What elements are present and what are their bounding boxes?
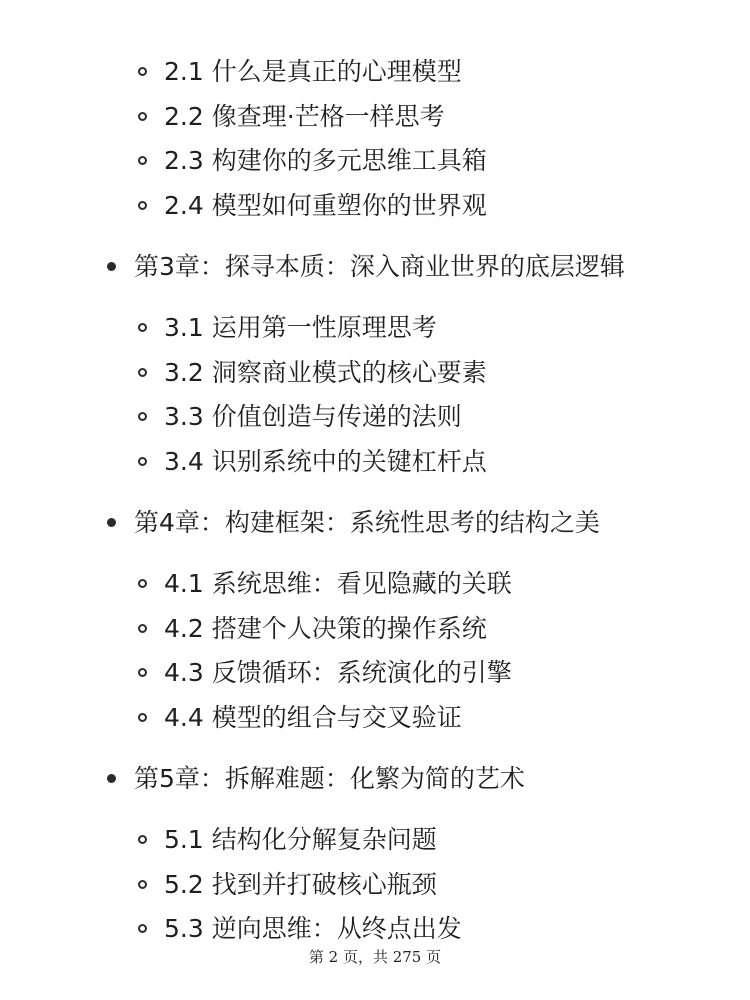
sub-list-chapter-2 [108, 50, 728, 228]
filled-bullet-icon [107, 262, 116, 271]
chapter-title: 第5章：拆解难题：化繁为简的艺术 [134, 764, 525, 793]
table-of-contents [108, 50, 728, 952]
toc-item-label: 3.3 价值创造与传递的法则 [164, 402, 462, 431]
chapter-heading-5 [108, 757, 728, 801]
hollow-bullet-icon [138, 457, 147, 466]
toc-item [164, 395, 728, 440]
hollow-bullet-icon [138, 67, 147, 76]
hollow-bullet-icon [138, 156, 147, 165]
toc-item [164, 651, 728, 696]
hollow-bullet-icon [138, 112, 147, 121]
toc-item-label: 4.1 系统思维：看见隐藏的关联 [164, 569, 512, 598]
page-number-footer: 第 2 页，共 275 页 [308, 948, 442, 966]
toc-item-label: 5.3 逆向思维：从终点出发 [164, 914, 462, 943]
toc-item [164, 440, 728, 485]
toc-item [164, 50, 728, 95]
toc-item-label: 4.2 搭建个人决策的操作系统 [164, 613, 487, 643]
toc-item [164, 818, 728, 863]
toc-item [164, 351, 728, 396]
filled-bullet-icon [107, 518, 116, 527]
sub-list-chapter-5 [108, 818, 728, 952]
hollow-bullet-icon [138, 624, 147, 633]
toc-item-label: 4.3 反馈循环：系统演化的引擎 [164, 658, 512, 687]
toc-item [164, 306, 728, 351]
toc-item [164, 696, 728, 741]
toc-item-label: 2.4 模型如何重塑你的世界观 [164, 190, 487, 220]
toc-item [164, 184, 728, 229]
toc-item-label: 3.1 运用第一性原理思考 [164, 313, 437, 342]
toc-item [164, 907, 728, 952]
toc-item [164, 95, 728, 140]
hollow-bullet-icon [138, 924, 147, 933]
toc-item [164, 562, 728, 607]
chapter-heading-3 [108, 245, 728, 289]
toc-item-label: 2.2 像查理·芒格一样思考 [164, 101, 445, 131]
sub-list-chapter-3 [108, 306, 728, 484]
toc-item [164, 607, 728, 652]
toc-item-label: 3.2 洞察商业模式的核心要素 [164, 357, 487, 387]
sub-list-chapter-4 [108, 562, 728, 740]
hollow-bullet-icon [138, 713, 147, 722]
toc-item-label: 5.1 结构化分解复杂问题 [164, 825, 437, 854]
hollow-bullet-icon [138, 323, 147, 332]
hollow-bullet-icon [138, 835, 147, 844]
toc-item-label: 2.3 构建你的多元思维工具箱 [164, 146, 487, 175]
toc-item [164, 863, 728, 908]
toc-item-label: 2.1 什么是真正的心理模型 [164, 57, 462, 86]
toc-item [164, 139, 728, 184]
filled-bullet-icon [107, 774, 116, 783]
hollow-bullet-icon [138, 579, 147, 588]
chapter-heading-4 [108, 501, 728, 545]
hollow-bullet-icon [138, 368, 147, 377]
chapter-title: 第4章：构建框架：系统性思考的结构之美 [134, 508, 600, 537]
chapter-title: 第3章：探寻本质：深入商业世界的底层逻辑 [134, 252, 625, 281]
toc-item-label: 5.2 找到并打破核心瓶颈 [164, 869, 437, 899]
toc-item-label: 3.4 识别系统中的关键杠杆点 [164, 446, 487, 476]
hollow-bullet-icon [138, 412, 147, 421]
hollow-bullet-icon [138, 668, 147, 677]
hollow-bullet-icon [138, 880, 147, 889]
toc-item-label: 4.4 模型的组合与交叉验证 [164, 702, 462, 732]
hollow-bullet-icon [138, 201, 147, 210]
